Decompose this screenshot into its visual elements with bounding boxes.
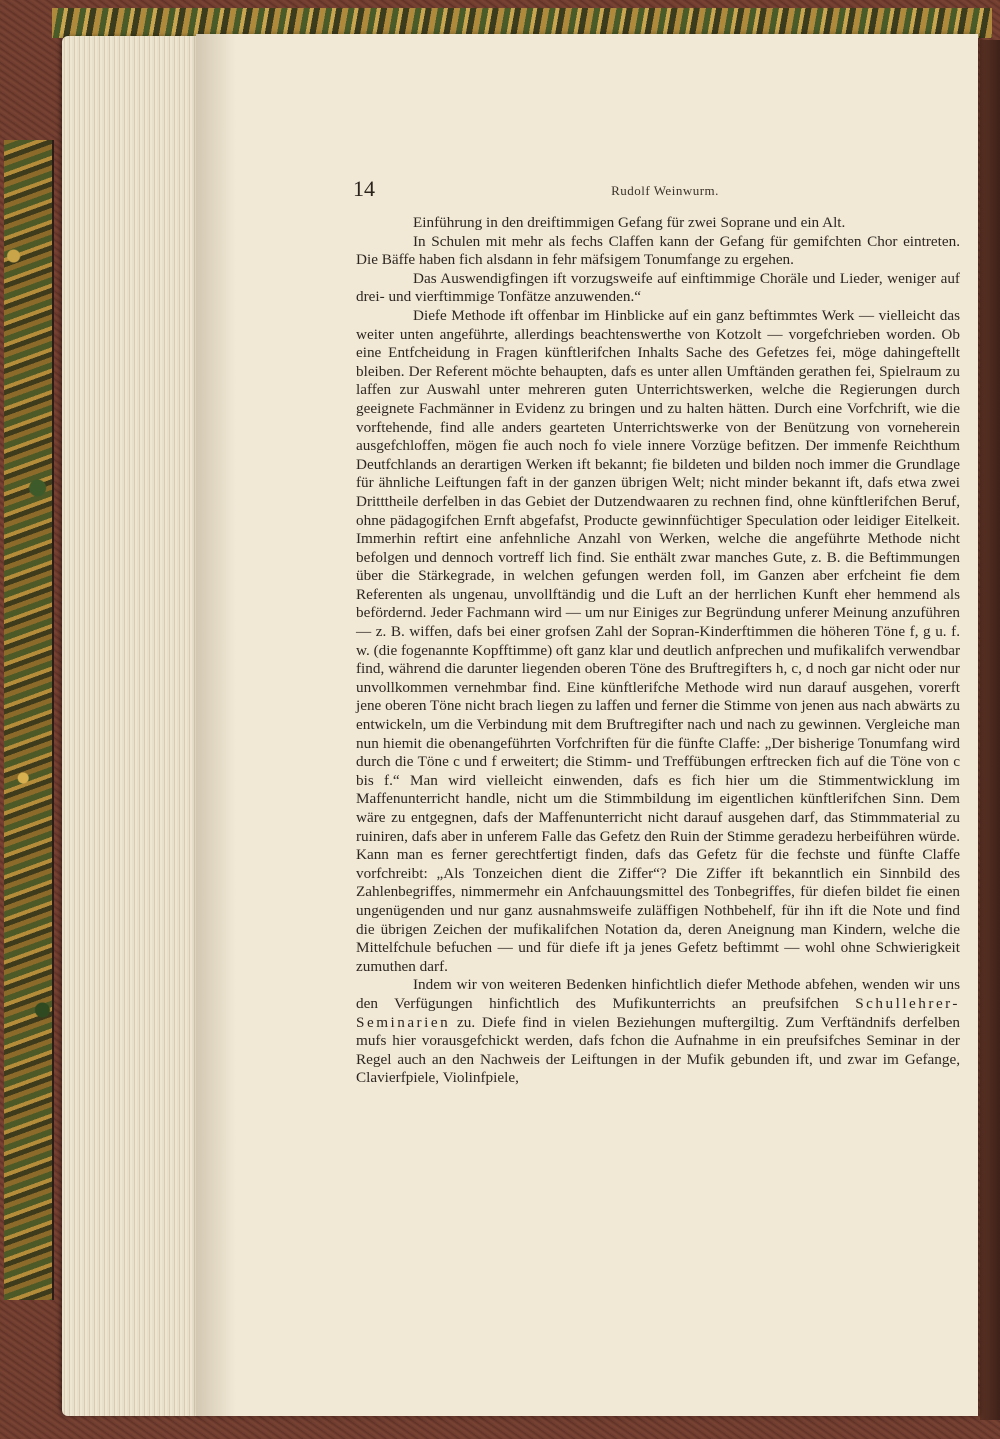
gutter-shadow xyxy=(196,34,236,1416)
running-head: Rudolf Weinwurm. xyxy=(611,183,719,198)
paragraph: In Schulen mit mehr als fechs Claffen kann der Gefang für gemifchten Chor eintreten. Die Bäffe haben fich alsdann in fehr mäfsigem Tonumfange zu ergehen. xyxy=(356,232,960,269)
paragraph-text: Indem wir von weiteren Bedenken hinfichtlich diefer Methode abfehen, wenden wir uns den Verfügungen hinfichtlich des Mufikunterrichts an preufsifchen xyxy=(356,976,960,1012)
paragraph: Einführung in den dreiftimmigen Gefang für zwei Soprane und ein Alt. xyxy=(413,214,846,231)
marbled-endpaper xyxy=(4,140,54,1300)
emphasized-text: Schullehrer-Seminarien xyxy=(356,994,960,1031)
page-number: 14 xyxy=(353,176,375,201)
paragraph-text: zu. Diefe find in vielen Beziehungen muftergiltig. Zum Verftändnifs derfelben mufs hier vorausgefchickt werden, dafs fchon die Aufnahme in ein preufsifches Seminar in der Regel auch an den Nachweis der Leiftungen in der Mufik gebunden ift, und zwar im Gefange, Clavierfpiele, Violinfpiele, xyxy=(356,1013,960,1087)
page-edges xyxy=(62,36,202,1416)
paragraph: Das Auswendigfingen ift vorzugsweife auf einftimmige Choräle und Lieder, weniger auf drei- und vierftimmige Tonfätze anzuwenden.“ xyxy=(356,269,960,306)
binding-edge xyxy=(980,40,1000,1420)
body-text xyxy=(356,214,960,1088)
paragraph xyxy=(356,976,960,1088)
paragraph: Diefe Methode ift offenbar im Hinblicke auf ein ganz beftimmtes Werk — vielleicht das weiter unten angeführte, allerdings beachtenswerthe von Kotzolt — vorgefchrieben worden. Ob eine Entfcheidung in Fragen künftlerifchen Inhalts Sache des Gefetzes fei, möge dahingeftellt bleiben. Der Referent möchte behaupten, dafs es unter allen Umftänden gerathen fei, Spielraum zu laffen zur Auswahl unter mehreren guten Unterrichtswerken, welche die Regierungen durch geeignete Fachmänner in Evidenz zu bringen und zu halten hätten. Durch eine Vorfchrift, wie die vorftehende, find alle anders gearteten Unterrichtswerke von der Benützung von vorneherein ausgefchloffen, mögen fie auch noch fo viele innere Vorzüge befitzen. Der immenfe Reichthum Deutfchlands an derartigen Werken ift bekannt; fie bildeten und bilden noch immer die Grundlage für ähnliche Leiftungen faft in der ganzen übrigen Welt; nicht minder bekannt ift, dafs etwa zwei Dritttheile derfelben in das Gebiet der Dutzendwaaren zu rechnen find, ohne künftlerifchen Beruf, ohne pädagogifchen Ernft abgefafst, Producte gewinnfüchtiger Speculation oder leidiger Eitelkeit. Immerhin reftirt eine anfehnliche Anzahl von Werken, welche die angeführte Methode nicht befolgen und dennoch vortreff lich find. Sie enthält zwar manches Gute, z. B. die Beftimmungen über die Stärkegrade, in welchen gefungen werden foll, im Ganzen aber erfcheint fie dem Referenten als ungenau, unvollftändig und die Luft an der herrlichen Kunft eher hemmend als befördernd. Jeder Fachmann wird — um nur Einiges zur Begründung unferer Meinung anzuführen — z. B. wiffen, dafs bei einer grofsen Zahl der Sopran-Kinderftimmen die höheren Töne f, g u. f. w. (die fogenannte Kopfftimme) oft ganz klar und deutlich anfprechen und mufikalifch verwendbar find, während die darunter liegenden oberen Töne des Bruftregifters h, c, d noch gar nicht oder nur unvollkommen vernehmbar find. Eine künftlerifche Methode wird nun darauf ausgehen, vorerft jene oberen Töne nicht brach liegen zu laffen und ferner die Stimme von jenen aus nach abwärts zu entwickeln, um die Verbindung mit dem Bruftregifter nach und nach zu gewinnen. Vergleiche man nun hiemit die obenangeführten Vorfchriften für die fünfte Claffe: „Der bisherige Tonumfang wird durch die Töne c und f erweitert; die Stimm- und Treffübungen erftrecken fich auf die Töne von c bis f.“ Man wird vielleicht einwenden, dafs es fich hier um die Stimmentwicklung im Maffenunterricht handle, nicht um die Stimmbildung im eigentlichen künftlerifchen Sinn. Dem wäre zu entgegnen, dafs der Maffenunterricht nicht darauf ausgehen darf, das Stimmmaterial zu ruiniren, dafs aber in unferem Falle das Gefetz den Ruin der Stimme geradezu herbeiführen würde. Kann man es ferner gerechtfertigt finden, dafs das Gefetz für die fechste und fünfte Claffe vorfchreibt: „Als Tonzeichen dient die Ziffer“? Die Ziffer ift bekanntlich ein Sinnbild des Zahlenbegriffes, nimmermehr ein Anfchauungsmittel des Tonbegriffes, für diefen bildet fie einen ungenügenden und nur ganz ausnahmsweife zuläffigen Nothbehelf, für ihn ift die Note und find die übrigen Zeichen der mufikalifchen Notation da, deren Aneignung man Kindern, welche die Mittelfchule befuchen — und für diefe ift ja jenes Gefetz beftimmt — wohl ohne Schwierigkeit zumuthen darf. xyxy=(356,306,960,975)
